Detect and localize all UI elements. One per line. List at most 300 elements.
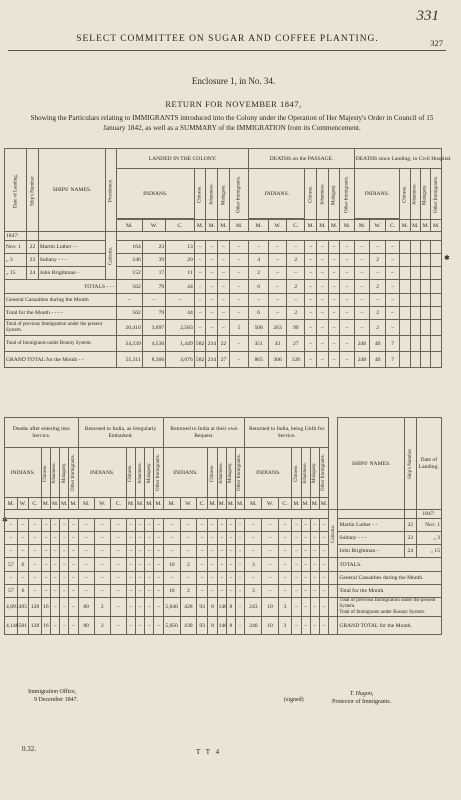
cell: 582: [194, 352, 206, 368]
cell: –: [218, 254, 230, 267]
ship-number-cell: 24: [27, 267, 39, 280]
cell: 57: [5, 558, 18, 572]
cell: 4,076: [166, 352, 195, 368]
sex-m: M.: [249, 220, 269, 232]
cell: 2: [94, 598, 110, 617]
cell: –: [328, 267, 340, 280]
cell: 8: [208, 598, 217, 617]
sex-m: M.: [136, 498, 145, 510]
cell: 5,040: [163, 598, 180, 617]
previous-row: Total of previous Immigration under the present System. 20,410 3,697 2,583 – – – 5 508 263 99 – – – – – 2 –: [5, 320, 442, 336]
indians-header: INDIANS.: [249, 169, 305, 219]
sex-m: M.: [410, 220, 420, 232]
cell: 8,306: [142, 352, 165, 368]
row-label: General Casualties during the Month.: [338, 572, 442, 585]
cell: 20,410: [116, 320, 142, 336]
sex-m: M.: [431, 220, 442, 232]
sex-m: M.: [5, 498, 18, 510]
ship-number-cell: 22: [405, 519, 416, 532]
johannese-header: Johannese.: [206, 169, 218, 220]
date-cell: „ 15: [416, 545, 442, 558]
sex-w: W.: [370, 220, 386, 232]
cell: 246: [116, 254, 142, 267]
cell: –: [340, 267, 354, 280]
date-line: 9 December 1847.: [34, 697, 79, 703]
cell: 2: [370, 320, 386, 336]
cell: 93: [196, 617, 207, 635]
ship-number-cell: 24: [405, 545, 416, 558]
cell: –: [317, 267, 329, 280]
cell: 164: [116, 241, 142, 254]
cell: –: [328, 254, 340, 267]
year-cell: 1847:: [5, 232, 27, 241]
cell: 79: [142, 307, 165, 320]
printer-code: T T 4: [196, 748, 222, 756]
return-subtitle: Showing the Particulars relating to IMMIGRANTS introduced into the Colony under the Operation of Her Majesty's Order in Council of 15 January 1842, as well as a SUMMARY of the IMMIGRATION from its Commencement.: [30, 114, 434, 132]
row-label: GRAND TOTAL for the Month - -: [5, 352, 117, 368]
cell: 263: [268, 320, 286, 336]
footer-office: [28, 688, 78, 704]
cell: –: [317, 254, 329, 267]
cell: 2: [287, 280, 305, 294]
cell: 93: [196, 598, 207, 617]
returned-irregular-header: Returned to India, as irregularly Embarked.: [78, 418, 163, 448]
cell: –: [287, 241, 305, 254]
date-cell: „ 3: [416, 532, 442, 545]
malagasy-header: Malagasy.: [328, 169, 340, 220]
row-label: Total of previous Immigration under the present System.: [339, 598, 436, 609]
sex-m: M.: [116, 220, 142, 232]
cell: 2: [180, 558, 196, 572]
ship-number-cell: 23: [27, 254, 39, 267]
sex-m: M.: [292, 498, 301, 510]
margin-mark: ✱: [444, 254, 450, 262]
cell: 44: [166, 307, 195, 320]
cell: 3: [278, 617, 292, 635]
cell: 8: [208, 617, 217, 635]
table-row: [5, 241, 442, 254]
page-number: 327: [430, 38, 443, 48]
cell: –: [218, 241, 230, 254]
passage-header: DEATHS on the PASSAGE.: [249, 149, 354, 169]
sex-m: M.: [126, 498, 135, 510]
sex-c: C.: [196, 498, 207, 510]
date-cell: Nov. 1: [416, 519, 442, 532]
cell: 80: [78, 598, 94, 617]
row-label: Total of Immigrants under Bounty System.: [5, 336, 117, 352]
cell: –: [218, 267, 230, 280]
cell: –: [385, 254, 399, 267]
cell: –: [305, 267, 317, 280]
ship-number-cell: 22: [27, 241, 39, 254]
cell: 4,148: [5, 617, 18, 635]
cell: –: [249, 241, 269, 254]
table-row: [5, 254, 442, 267]
running-head: SELECT COMMITTEE ON SUGAR AND COFFEE PLANTING.: [76, 34, 379, 44]
other-header: Other Immigrants.: [229, 169, 249, 220]
cell: 351: [249, 336, 269, 352]
general-row: – – – – – – – – – – – – – – – – – – – – – – – – – – – – General Casualties during the Month.: [5, 572, 442, 585]
cell: 2: [370, 254, 386, 267]
cell: 8: [226, 598, 235, 617]
johannese-header: Johannese.: [136, 448, 145, 498]
cell: 1,449: [166, 336, 195, 352]
table-row: – – – – – – – – – – – – – – – – – – – – – – – – – – – – Sultany - - - 23 „ 3: [5, 532, 442, 545]
cell: 562: [116, 307, 142, 320]
general-row: General Casualties during the Month – – – – – – – – – – – – – – – – –: [5, 294, 442, 307]
sex-m: M.: [41, 498, 50, 510]
sex-m: M.: [328, 220, 340, 232]
sex-m: M.: [217, 498, 226, 510]
immigration-table-part1: [4, 148, 452, 368]
cell: 3: [245, 558, 262, 572]
cell: 128: [29, 617, 42, 635]
sex-c: C.: [278, 498, 292, 510]
sex-m: M.: [154, 498, 163, 510]
chinese-header: Chinese.: [305, 169, 317, 220]
cell: 80: [78, 617, 94, 635]
sex-m: M.: [60, 498, 69, 510]
ship-name-cell: Sultany - - -: [38, 254, 106, 267]
cell: 865: [249, 352, 269, 368]
cell: 27: [218, 352, 230, 368]
sex-m: M.: [218, 220, 230, 232]
sex-m: M.: [145, 498, 154, 510]
sex-m: M.: [310, 498, 319, 510]
month-row: Total for the Month - - - - 562 79 44 – – – – 6 – 2 – – – – – 2 –: [5, 307, 442, 320]
sex-m: M.: [319, 498, 328, 510]
grand-total-row: 4,148 501 128 16 – – – 80 2 – – – – – 5,050 430 93 8 146 8 – 246 10 3 – – – – GRAND TOTAL for the Month.: [5, 617, 442, 635]
ship-names-header: SHIPS' NAMES.: [338, 418, 405, 510]
sex-m: M.: [245, 498, 262, 510]
cell: 40: [370, 336, 386, 352]
cell: 246: [245, 617, 262, 635]
cell: 55,311: [116, 352, 142, 368]
other-header: Other Immigrants.: [431, 169, 442, 220]
sex-m: M.: [317, 220, 329, 232]
sex-m: M.: [163, 498, 180, 510]
sex-m: M.: [340, 220, 354, 232]
handwritten-folio: 331: [416, 8, 439, 24]
other-header: Other Immigrants.: [154, 448, 163, 498]
cell: –: [268, 267, 286, 280]
cell: –: [354, 254, 370, 267]
cell: 6: [17, 585, 28, 598]
cell: 4,091: [5, 598, 18, 617]
totals-row: TOTALS - - - 562 79 44 – – – – 6 – 2 – – – – – 2 –: [5, 280, 442, 294]
returned-own-header: Returned to India at their own Request.: [163, 418, 245, 448]
row-label: Total for the Month.: [338, 585, 442, 598]
cell: –: [317, 241, 329, 254]
indians-header: INDIANS.: [245, 448, 292, 498]
cell: 146: [217, 617, 226, 635]
sex-m: M.: [206, 220, 218, 232]
sex-w: W.: [94, 498, 110, 510]
cell: 8: [226, 617, 235, 635]
sex-c: C.: [29, 498, 42, 510]
cell: –: [206, 254, 218, 267]
sex-m: M.: [354, 220, 370, 232]
cell: 34,339: [116, 336, 142, 352]
cell: 5,050: [163, 617, 180, 635]
cell: 495: [17, 598, 28, 617]
cell: 146: [217, 598, 226, 617]
cell: 128: [29, 598, 42, 617]
cell: –: [354, 267, 370, 280]
chinese-header: Chinese.: [194, 169, 206, 220]
sex-m: M.: [226, 498, 235, 510]
presidency-header: Presidency.: [106, 149, 116, 232]
hospital-header: DEATHS since Landing, in Civil Hospital.: [354, 149, 441, 169]
cell: –: [354, 241, 370, 254]
cell: –: [305, 254, 317, 267]
cell: 10: [163, 558, 180, 572]
cell: 13: [166, 241, 195, 254]
chinese-header: Chinese.: [41, 448, 50, 498]
johannese-header: Johannese.: [301, 448, 310, 498]
sex-w: W.: [142, 220, 165, 232]
cell: 4,530: [142, 336, 165, 352]
cell: –: [229, 267, 249, 280]
sex-w: W.: [262, 498, 278, 510]
chinese-header: Chinese.: [208, 448, 217, 498]
cell: 2: [287, 307, 305, 320]
cell: 4: [249, 254, 269, 267]
sex-c: C.: [110, 498, 126, 510]
printer-signature: 0.32.: [22, 745, 36, 753]
returned-unfit-header: Returned to India, being Unfit for Service.: [245, 418, 329, 448]
sex-c: C.: [385, 220, 399, 232]
row-label: TOTALS.: [338, 558, 442, 572]
presidency-cell: Calcutta.: [329, 510, 338, 558]
cell: 234: [206, 336, 218, 352]
cell: 3: [278, 598, 292, 617]
cell: 152: [116, 267, 142, 280]
sex-m: M.: [208, 498, 217, 510]
cell: 6: [17, 558, 28, 572]
cell: 16: [41, 598, 50, 617]
cell: 20: [166, 254, 195, 267]
cell: –: [287, 267, 305, 280]
cell: 2: [249, 267, 269, 280]
cell: –: [206, 241, 218, 254]
cell: 5: [229, 320, 249, 336]
cell: 3: [245, 585, 262, 598]
sex-m: M.: [69, 498, 78, 510]
cell: 22: [218, 336, 230, 352]
row-label: GRAND TOTAL for the Month.: [338, 617, 442, 635]
cell: 248: [354, 352, 370, 368]
cell: 243: [245, 598, 262, 617]
margin-mark: ✱: [2, 516, 8, 524]
malagasy-header: Malagasy.: [60, 448, 69, 498]
header-rule: [8, 50, 446, 51]
sex-c: C.: [166, 220, 195, 232]
chinese-header: Chinese.: [292, 448, 301, 498]
row-label: TOTALS - - -: [5, 280, 117, 294]
malagasy-header: Malagasy.: [218, 169, 230, 220]
sex-m: M.: [235, 498, 244, 510]
ship-names-header: SHIPS' NAMES.: [38, 149, 106, 232]
landed-header: LANDED IN THE COLONY.: [116, 149, 249, 169]
other-header: Other Immigrants.: [69, 448, 78, 498]
date-cell: „ 15: [5, 267, 27, 280]
sex-m: M.: [301, 498, 310, 510]
cell: 39: [142, 254, 165, 267]
cell: 234: [206, 352, 218, 368]
signature-block: [332, 690, 391, 706]
indians-header: INDIANS.: [5, 448, 42, 498]
cell: 40: [370, 352, 386, 368]
cell: 246: [354, 336, 370, 352]
previous-row: 4,091 495 128 16 – – – 80 2 – – – – – 5,040 428 93 8 146 8 – 243 10 3 – – – – Total of previous Immigration under the present System. Total of Immigrants under Bounty System.: [5, 598, 442, 617]
cell: –: [268, 254, 286, 267]
cell: 16: [41, 617, 50, 635]
cell: 2: [370, 307, 386, 320]
cell: 6: [249, 307, 269, 320]
sex-m: M.: [50, 498, 59, 510]
cell: 2: [287, 254, 305, 267]
ship-name-cell: Martin Luther - -: [38, 241, 106, 254]
cell: 501: [17, 617, 28, 635]
cell: 10: [262, 617, 278, 635]
cell: 10: [163, 585, 180, 598]
row-label: Total for the Month - - - -: [5, 307, 117, 320]
ship-name-cell: John Brightman -: [38, 267, 106, 280]
signatory-name: T. Hugon,: [349, 691, 374, 697]
cell: –: [206, 267, 218, 280]
malagasy-header: Malagasy.: [420, 169, 430, 220]
malagasy-header: Malagasy.: [145, 448, 154, 498]
chinese-header: Chinese.: [126, 448, 135, 498]
cell: –: [340, 254, 354, 267]
cell: 2,583: [166, 320, 195, 336]
office-line: Immigration Office,: [28, 689, 77, 695]
row-label: Total of Immigrants under Bounty System.: [339, 610, 426, 615]
return-title: RETURN FOR NOVEMBER 1847,: [165, 99, 302, 109]
cell: –: [305, 241, 317, 254]
malagasy-header: Malagasy.: [310, 448, 319, 498]
cell: 99: [287, 320, 305, 336]
other-header: Other Immigrants.: [235, 448, 244, 498]
cell: 7: [385, 352, 399, 368]
cell: 2: [370, 280, 386, 294]
cell: –: [385, 241, 399, 254]
sex-m: M.: [420, 220, 430, 232]
other-header: Other Immigrants.: [340, 169, 354, 220]
ship-name-cell: Martin Luther - -: [338, 519, 405, 532]
johannese-header: Johannese.: [317, 169, 329, 220]
immigration-table-part2: [4, 417, 442, 635]
table-row: – – – – – – – – – – – – – – – – – – – – – – – – – – – – Martin Luther - - 22 Nov. 1: [5, 519, 442, 532]
cell: –: [385, 267, 399, 280]
cell: 17: [142, 267, 165, 280]
cell: 43: [268, 336, 286, 352]
cell: 508: [249, 320, 269, 336]
table-row: [5, 267, 442, 280]
cell: –: [194, 254, 206, 267]
cell: 582: [194, 336, 206, 352]
totals-row: 57 6 – – – – – – – – – – – – 10 2 – – – – – 3 – – – – – – TOTALS.: [5, 558, 442, 572]
cell: –: [268, 241, 286, 254]
sex-m: M.: [78, 498, 94, 510]
sex-m: M.: [305, 220, 317, 232]
previous-bounty-labels: [338, 598, 442, 617]
cell: 44: [166, 280, 195, 294]
cell: 11: [166, 267, 195, 280]
cell: –: [194, 241, 206, 254]
cell: –: [229, 241, 249, 254]
cell: 57: [5, 585, 18, 598]
cell: 430: [180, 617, 196, 635]
cell: 562: [116, 280, 142, 294]
indians-header: INDIANS.: [163, 448, 208, 498]
cell: –: [194, 267, 206, 280]
sex-c: C.: [287, 220, 305, 232]
cell: 2: [180, 585, 196, 598]
sex-m: M.: [229, 220, 249, 232]
grand-total-row: GRAND TOTAL for the Month - - 55,311 8,306 4,076 582 234 27 – 865 306 128 – – – – 248 40 7: [5, 352, 442, 368]
date-header: Date of Landing.: [416, 418, 442, 510]
signed-label: (signed): [284, 697, 304, 703]
month-row: 57 6 – – – – – – – – – – – – 10 2 – – – – – 3 – – – – – – Total for the Month.: [5, 585, 442, 598]
cell: 2: [94, 617, 110, 635]
sex-w: W.: [180, 498, 196, 510]
sex-m: M.: [194, 220, 206, 232]
johannese-header: Johannese.: [410, 169, 420, 220]
ship-number-cell: 23: [405, 532, 416, 545]
ship-name-cell: John Brightman -: [338, 545, 405, 558]
ship-name-cell: Sultany - - -: [338, 532, 405, 545]
johannese-header: Johannese.: [217, 448, 226, 498]
chinese-header: Chinese.: [400, 169, 410, 220]
indians-header: INDIANS.: [354, 169, 399, 219]
date-header: Date of Landing.: [5, 149, 27, 232]
date-cell: Nov. 1: [5, 241, 27, 254]
row-label: Total of previous Immigration under the present System.: [5, 320, 117, 336]
presidency-cell: Calcutta.: [106, 232, 116, 280]
cell: –: [370, 241, 386, 254]
cell: –: [340, 241, 354, 254]
deaths-service-header: Deaths after entering into Service.: [5, 418, 79, 448]
cell: 7: [385, 336, 399, 352]
cell: 6: [249, 280, 269, 294]
cell: 306: [268, 352, 286, 368]
indians-header: INDIANS.: [116, 169, 194, 219]
sex-w: W.: [17, 498, 28, 510]
johannese-header: Johannese.: [50, 448, 59, 498]
ship-number-header: Ship's Number.: [405, 418, 416, 510]
cell: 3,697: [142, 320, 165, 336]
sex-m: M.: [400, 220, 410, 232]
row-label: General Casualties during the Month: [5, 294, 117, 307]
cell: 10: [262, 598, 278, 617]
signatory-title: Protector of Immigrants.: [332, 699, 392, 705]
cell: 428: [180, 598, 196, 617]
cell: 128: [287, 352, 305, 368]
bounty-row: Total of Immigrants under Bounty System. 34,339 4,530 1,449 582 234 22 – 351 43 27 – – – – 246 40 7: [5, 336, 442, 352]
table-row: – – – – – – – – – – – – – – – – – – – – – – – – – – – – John Brightman - 24 „ 15: [5, 545, 442, 558]
ship-number-header: Ship's Number.: [27, 149, 39, 232]
indians-header: INDIANS.: [78, 448, 126, 498]
cell: –: [370, 267, 386, 280]
enclosure-title: Enclosure 1, in No. 34.: [191, 76, 276, 86]
cell: 23: [142, 241, 165, 254]
cell: –: [328, 241, 340, 254]
cell: 27: [287, 336, 305, 352]
malagasy-header: Malagasy.: [226, 448, 235, 498]
cell: –: [229, 254, 249, 267]
